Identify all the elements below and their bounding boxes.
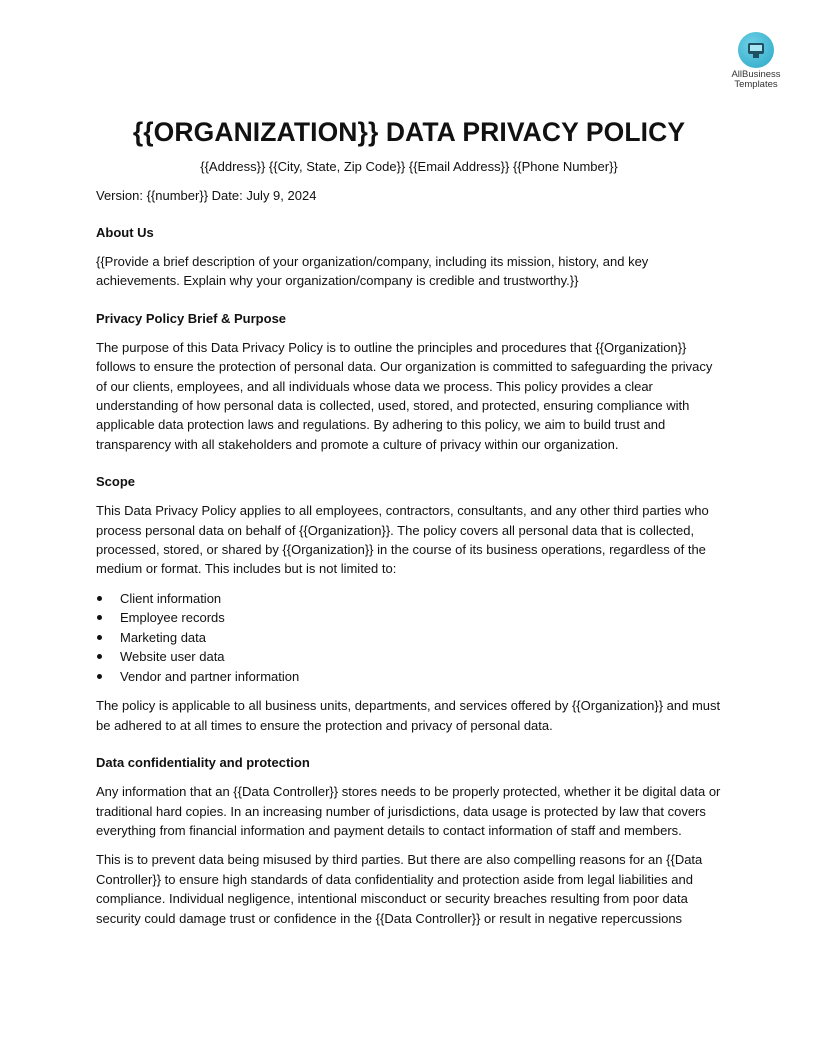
list-item: Website user data: [96, 647, 722, 667]
scope-paragraph: This Data Privacy Policy applies to all employees, contractors, consultants, and any other third parties who process personal data on behalf of {{Organization}}. The policy covers all personal data that is collected, processed, stored, or shared by {{Organization}} in the course of its business operations, regardless of the medium or format. This includes but is not limited to:: [96, 503, 709, 577]
version-line: Version: {{number}} Date: July 9, 2024: [96, 188, 317, 203]
logo-line-1: AllBusiness: [731, 69, 781, 80]
contact-line: {{Address}} {{City, State, Zip Code}} {{Email Address}} {{Phone Number}}: [200, 159, 618, 174]
confidentiality-paragraph-1: Any information that an {{Data Controller}} stores needs to be properly protected, whether it be digital data or traditional hard copies. In an increasing number of jurisdictions, data usage is protected by law that covers everything from financial information and payment details to contact information of staff and members.: [96, 784, 721, 838]
list-item: Marketing data: [96, 628, 722, 648]
confidentiality-paragraph-2: This is to prevent data being misused by third parties. But there are also compelling reasons for an {{Data Controller}} to ensure high standards of data confidentiality and protection aside from legal liabilities and compliance. Individual negligence, intentional misconduct or security breaches resulting from poor data security could damage trust or confidence in the {{Data Controller}} or result in negative repercussions: [96, 852, 703, 926]
logo-text: [726, 70, 786, 90]
scope-heading: Scope: [96, 474, 136, 490]
logo-line-2: Templates: [734, 79, 778, 90]
list-item: Vendor and partner information: [96, 667, 722, 687]
allbusiness-templates-logo: [726, 32, 786, 90]
document-body: [96, 112, 722, 928]
scope-paragraph-2: The policy is applicable to all business units, departments, and services offered by {{Organization}} and must be adhered to at all times to ensure the protection and privacy of personal data.: [96, 698, 721, 733]
monitor-icon: [738, 32, 774, 68]
list-item: Employee records: [96, 608, 722, 628]
brief-heading: Privacy Policy Brief & Purpose: [96, 310, 287, 326]
confidentiality-heading: Data confidentiality and protection: [96, 755, 310, 771]
brief-paragraph: The purpose of this Data Privacy Policy is to outline the principles and procedures that {{Organization}} follows to ensure the protection of personal data. Our organization is committed to safeguarding the privacy of our clients, employees, and all individuals whose data we process. This policy provides a clear understanding of how personal data is collected, used, stored, and protected, ensuring compliance with applicable data protection laws and regulations. By adhering to this policy, we aim to build trust and transparency with all stakeholders and promote a culture of privacy within our organization.: [96, 339, 713, 452]
about-paragraph: {{Provide a brief description of your organization/company, including its mission, history, and key achievements. Explain why your organization/company is credible and trustworthy.}}: [96, 254, 649, 289]
about-heading: About Us: [96, 225, 154, 240]
scope-list: [96, 589, 722, 687]
document-title: {{ORGANIZATION}} DATA PRIVACY POLICY: [132, 117, 686, 147]
list-item: Client information: [96, 589, 722, 609]
